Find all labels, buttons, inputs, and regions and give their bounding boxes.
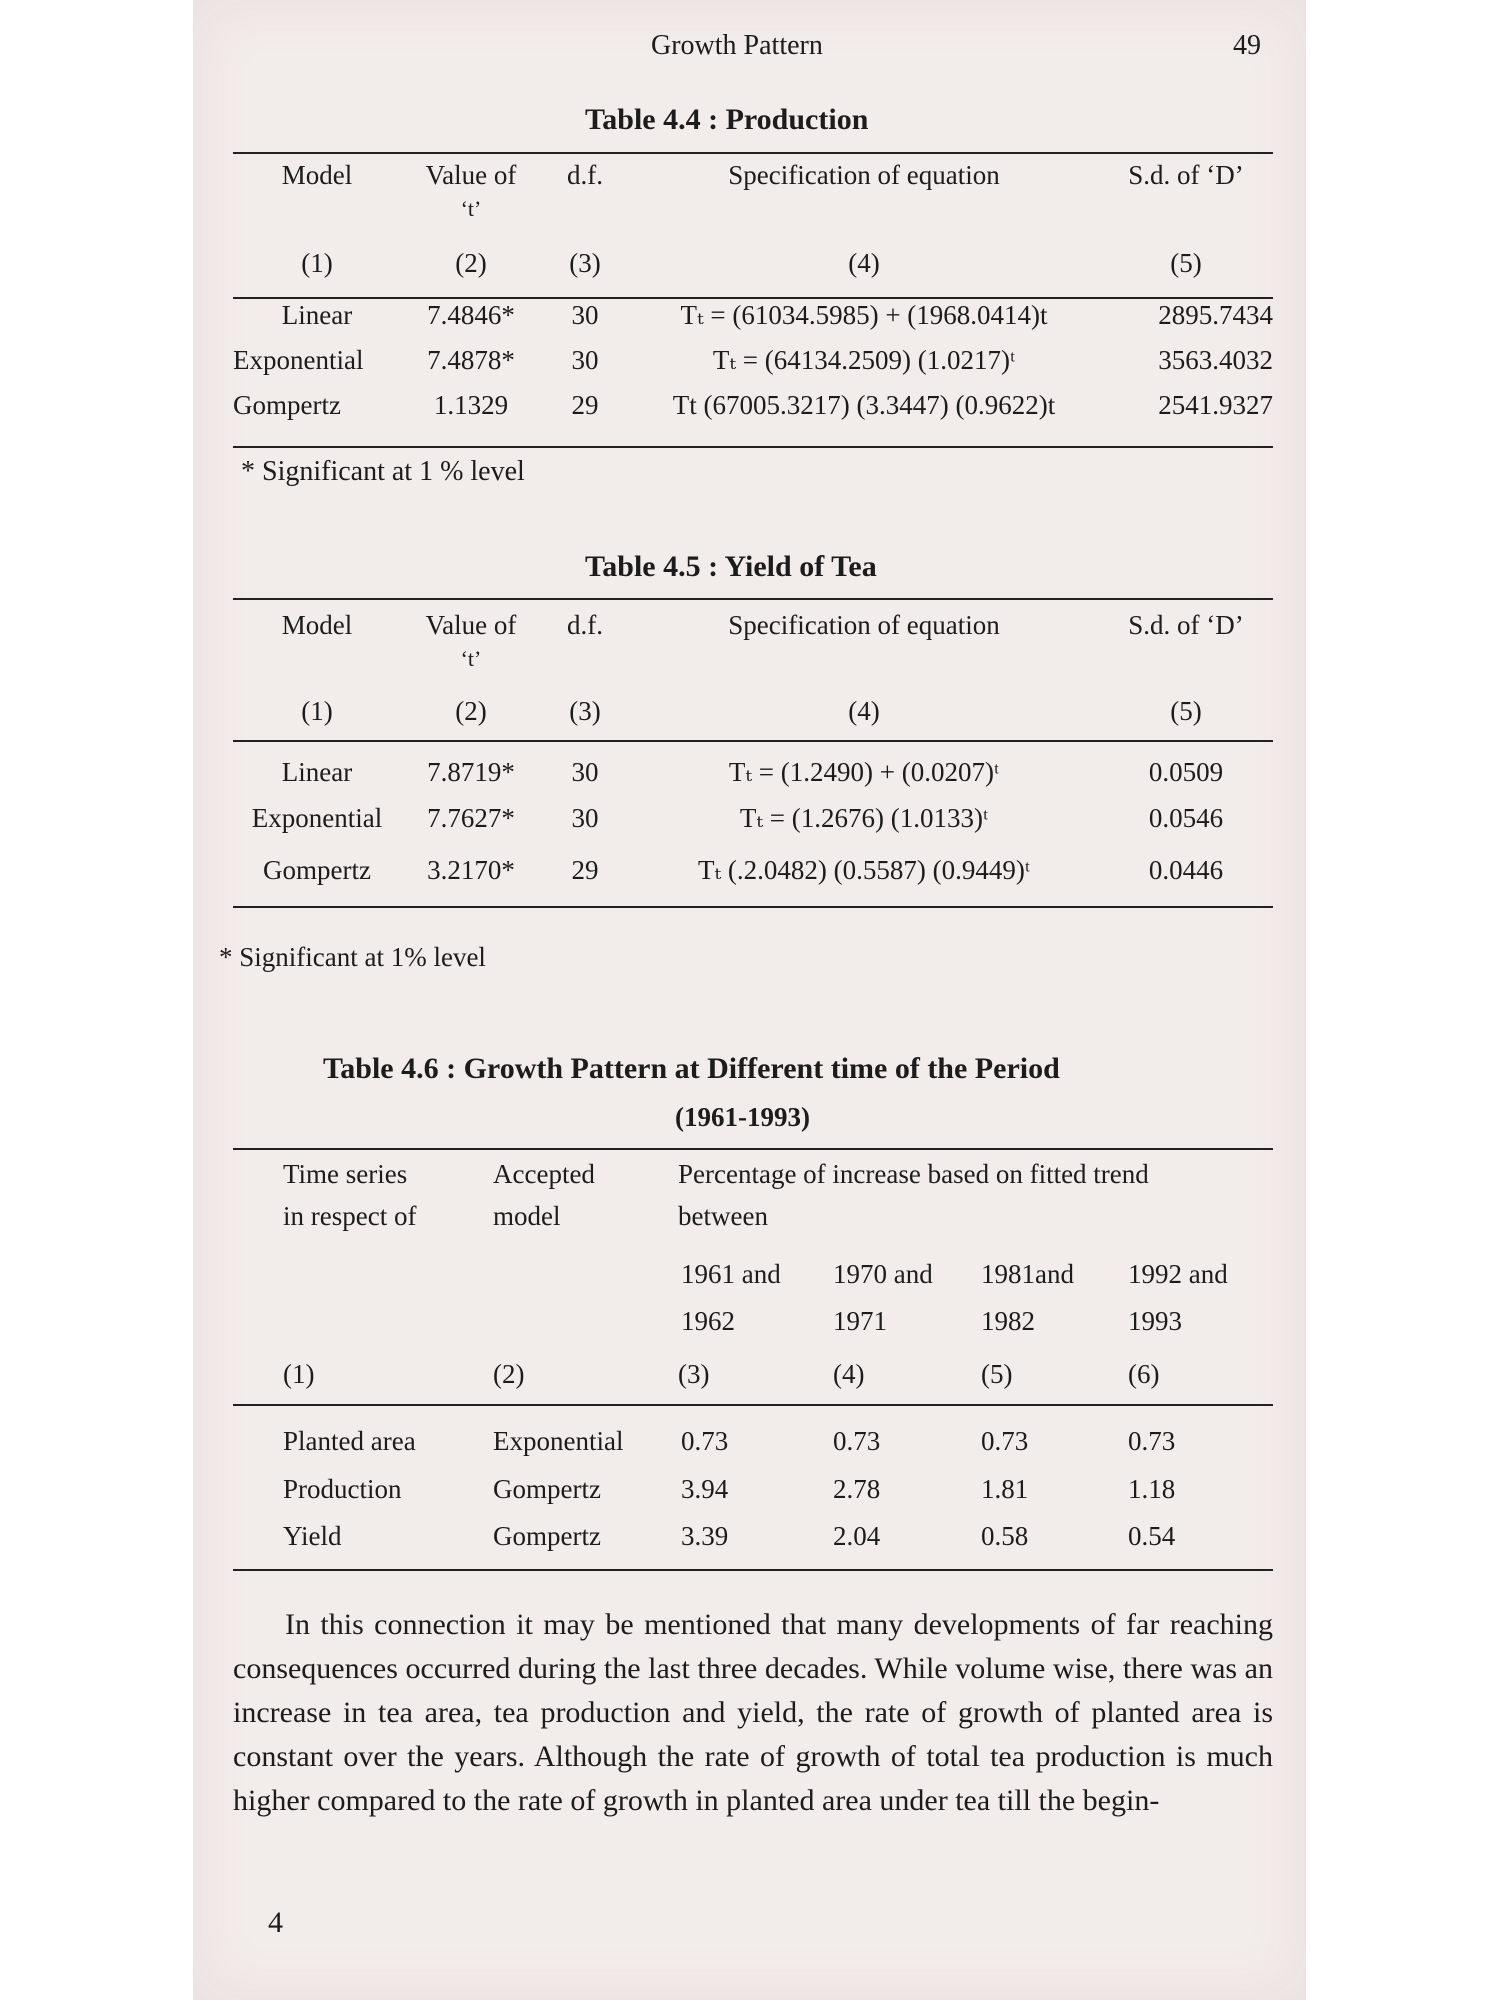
col-header-specification: Specification of equation — [728, 160, 1000, 190]
col-number: (5) — [1170, 248, 1202, 278]
period-1970: 1970 and — [833, 1259, 933, 1289]
col-number: (4) — [833, 1359, 865, 1389]
col-header-model: Model — [281, 610, 353, 640]
col-number: (6) — [1128, 1359, 1160, 1389]
period-1982: 1982 — [981, 1306, 1035, 1336]
period-1961: 1961 and — [681, 1259, 781, 1289]
col-header-specification: Specification of equation — [728, 610, 1000, 640]
period-1992: 1992 and — [1128, 1259, 1228, 1289]
table-4-4-header — [233, 160, 1273, 288]
page-sheet: Growth Pattern 49 Table 4.4 : Production Model Value of d.f. Specification of equation S.d. of ‘D’ ‘t’ (1) (2) (3) (4) (5) Linear 7.4846* 30 Tₜ = (61034.5985) + (1968.0414)t 2895.7434 Exponential 7.4878* 30 Tₜ = (64134.2509) (1.0217)ᵗ 3563.4032 Gompertz 1.1329 29 Tt (67005.3217) (3.3447) (0.9622)t 2541.9327 * Significant at 1 % level Table 4.5 : Yield of Tea Model Value of d.f. Specification of equation S.d. of ‘D’ ‘t’ (1) (2) (3) (4) (5) Linear 7.8719* 30 Tₜ = (1.2490) + (0.0207)ᵗ 0.0509 Exponential 7.7627* 30 Tₜ = (1.2676) (1.0133)ᵗ 0.0546 Gompertz 3.2170* 29 Tₜ (.2.0482) (0.5587) (0.9449)ᵗ 0.0446 * Significant at 1% level Table 4.6 : Growth Pattern at Different time of the Period (1961-1993) Time series in respect of Accepted model Percentage of increase based on fitted trend between 1961 and 1962 1970 and 1971 1981and 1982 1992 and 1993 (1) (2) (3) (4) (5) (6) Planted area Exponential 0.73 0.73 0.73 0.73 Production Gompertz 3.94 2.78 1.81 1.18 Yield Gompertz 3.39 2.04 0.58 0.54 In this connection it may be mentioned that many developments of far reaching consequences occurred during the last three decades. While volume wise, there was an increase in tea area, tea production and yield, the rate of growth of planted area is constant over the years. Although the rate of growth of total tea production is much higher compared to the rate of growth in planted area under tea till the begin- 4 — [193, 0, 1306, 2000]
col-header-sd: S.d. of ‘D’ — [1128, 610, 1244, 640]
table-4-4-bottom-rule — [233, 446, 1273, 448]
period-1993: 1993 — [1128, 1306, 1182, 1336]
col-header-value-of: Value of — [425, 160, 517, 190]
table-4-4-mid-rule — [233, 297, 1273, 299]
col-number: (2) — [455, 696, 487, 726]
col-number: (2) — [493, 1359, 525, 1389]
col-header-accepted: Accepted — [493, 1159, 595, 1189]
table-row: Gompertz 3.2170* 29 Tₜ (.2.0482) (0.5587) (0.9449)ᵗ 0.0446 — [263, 855, 1224, 885]
paragraph-text: In this connection it may be mentioned that many developments of far reaching consequences occurred during the last three decades. While volume wise, there was an increase in tea area, tea production and yield, the rate of growth of planted area is constant over the years. Although the rate of growth of total tea production is much higher compared to the rate of growth in planted area under tea till the begin- — [233, 1608, 1273, 1817]
table-4-4-body — [233, 300, 1273, 435]
col-header-t: ‘t’ — [460, 196, 482, 221]
col-header-sd: S.d. of ‘D’ — [1128, 160, 1244, 190]
page-number: 49 — [1233, 30, 1261, 61]
table-row: Linear 7.8719* 30 Tₜ = (1.2490) + (0.0207)ᵗ 0.0509 — [281, 757, 1224, 787]
signature-mark: 4 — [268, 1906, 283, 1939]
period-1971: 1971 — [833, 1306, 887, 1336]
table-4-5-top-rule — [233, 598, 1273, 600]
col-header-model: Model — [281, 160, 353, 190]
table-4-4-title: Table 4.4 : Production — [585, 103, 869, 136]
col-header-model: model — [493, 1201, 561, 1231]
table-4-6-subtitle: (1961-1993) — [675, 1102, 810, 1132]
table-4-6-bottom-rule — [233, 1569, 1273, 1571]
col-number: (1) — [301, 696, 333, 726]
table-4-6-mid-rule — [233, 1404, 1273, 1406]
table-4-5-mid-rule — [233, 740, 1273, 742]
col-number: (3) — [569, 248, 601, 278]
col-header-in-respect-of: in respect of — [283, 1201, 417, 1231]
table-4-4-note: * Significant at 1 % level — [241, 456, 525, 487]
period-1962: 1962 — [681, 1306, 735, 1336]
table-4-5-title: Table 4.5 : Yield of Tea — [585, 550, 877, 583]
table-4-4-top-rule — [233, 152, 1273, 154]
col-header-t: ‘t’ — [460, 646, 482, 671]
col-number: (5) — [1170, 696, 1202, 726]
table-row: Linear 7.4846* 30 Tₜ = (61034.5985) + (1968.0414)t 2895.7434 — [281, 300, 1273, 330]
col-header-df: d.f. — [567, 610, 603, 640]
col-number: (5) — [981, 1359, 1013, 1389]
body-paragraph — [233, 1603, 1273, 1823]
col-number: (1) — [283, 1359, 315, 1389]
table-4-5-header — [233, 610, 1273, 736]
table-4-6-title: Table 4.6 : Growth Pattern at Different time of the Period — [323, 1052, 1060, 1085]
table-row: Exponential 7.4878* 30 Tₜ = (64134.2509) (1.0217)ᵗ 3563.4032 — [233, 345, 1273, 375]
col-number: (4) — [848, 696, 880, 726]
col-header-value-of: Value of — [425, 610, 517, 640]
col-header-df: d.f. — [567, 160, 603, 190]
col-number: (3) — [678, 1359, 710, 1389]
col-header-between: between — [678, 1201, 768, 1231]
table-4-5-note: * Significant at 1% level — [219, 942, 486, 972]
table-4-6-top-rule — [233, 1148, 1273, 1150]
table-row: Gompertz 1.1329 29 Tt (67005.3217) (3.3447) (0.9622)t 2541.9327 — [233, 390, 1273, 420]
col-number: (4) — [848, 248, 880, 278]
col-header-time-series: Time series — [283, 1159, 408, 1189]
table-4-5-body — [233, 757, 1273, 901]
col-number: (1) — [301, 248, 333, 278]
table-4-5-bottom-rule — [233, 906, 1273, 908]
col-number: (3) — [569, 696, 601, 726]
col-number: (2) — [455, 248, 487, 278]
period-1981: 1981and — [981, 1259, 1074, 1289]
table-row: Exponential 7.7627* 30 Tₜ = (1.2676) (1.0133)ᵗ 0.0546 — [251, 803, 1224, 833]
col-header-percentage: Percentage of increase based on fitted trend — [678, 1159, 1149, 1189]
running-title: Growth Pattern — [651, 30, 823, 61]
